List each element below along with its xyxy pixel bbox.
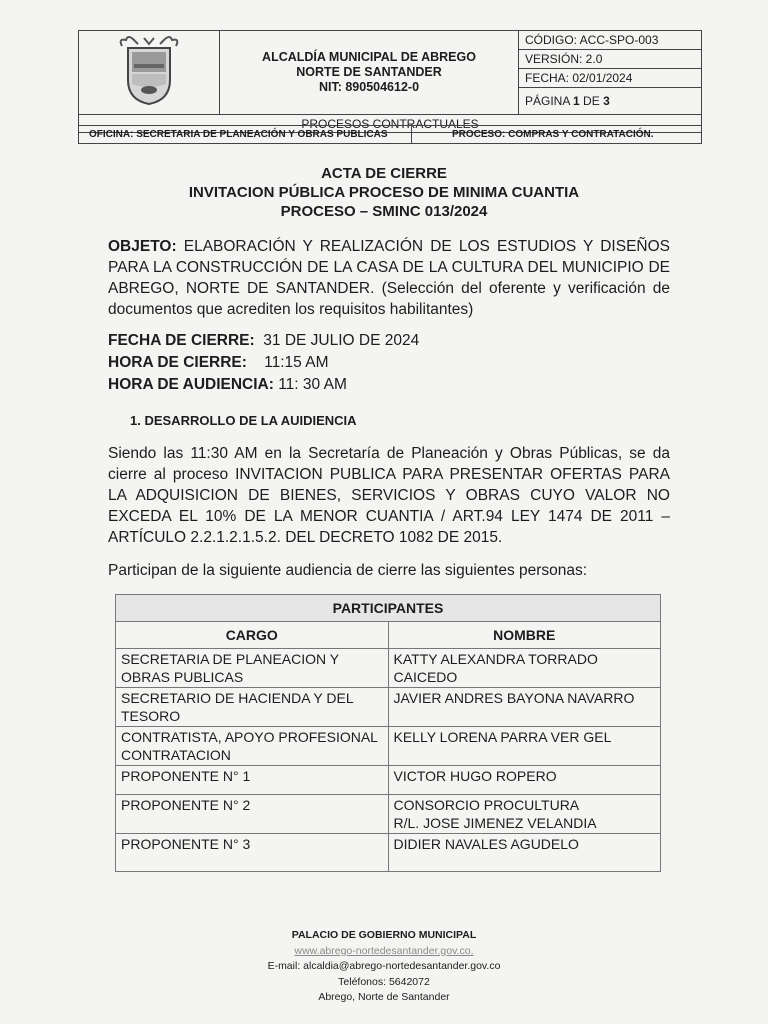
objeto-text: ELABORACIÓN Y REALIZACIÓN DE LOS ESTUDIOS Y DISEÑOS PARA LA CONSTRUCCIÓN DE LA CASA DE LA CULTURA DEL MUNICIPIO DE ABREGO, NORTE DE SANTANDER. (Selección del oferente y verificación de documentos que acrediten los requisitos habilitantes) — [108, 238, 670, 318]
table-row — [116, 766, 661, 795]
fecha-cierre-label: FECHA DE CIERRE: — [108, 332, 255, 349]
pagina-prefix: PÁGINA — [525, 94, 574, 108]
fecha-cierre-line — [108, 330, 419, 352]
oficina-label: OFICINA: SECRETARIA DE PLANEACIÓN Y OBRAS PUBLICAS — [79, 126, 412, 144]
meta-codigo: CÓDIGO: ACC-SPO-003 — [519, 31, 701, 50]
page-footer — [0, 928, 768, 1006]
office-row-table — [78, 125, 702, 144]
participants-caption: PARTICIPANTES — [116, 595, 661, 622]
fecha-cierre-value: 31 DE JULIO DE 2024 — [254, 332, 420, 349]
municipal-coat-of-arms-icon — [114, 34, 184, 106]
cargo-cell: CONTRATISTA, APOYO PROFESIONAL CONTRATACION — [116, 727, 389, 766]
objeto-label: OBJETO: — [108, 238, 177, 255]
cargo-cell: PROPONENTE N° 2 — [116, 795, 389, 834]
footer-website-link[interactable]: www.abrego-nortedesantander.gov.co. — [294, 944, 474, 957]
meta-pagina — [519, 88, 701, 114]
meta-fecha: FECHA: 02/01/2024 — [519, 69, 701, 88]
hora-audiencia-value: 11: 30 AM — [273, 376, 347, 393]
org-name: ALCALDÍA MUNICIPAL DE ABREGO — [262, 50, 476, 64]
org-region: NORTE DE SANTANDER — [296, 65, 442, 79]
objeto-paragraph — [108, 236, 670, 320]
nombre-cell: CONSORCIO PROCULTURA R/L. JOSE JIMENEZ VELANDIA — [388, 795, 661, 834]
table-row — [116, 649, 661, 688]
table-row — [116, 795, 661, 834]
nombre-cell: VICTOR HUGO ROPERO — [388, 766, 661, 795]
pagina-total: 3 — [603, 94, 610, 108]
participants-body — [116, 649, 661, 872]
section-title-desarrollo: 1. DESARROLLO DE LA AUIDIENCIA — [130, 413, 357, 428]
hora-cierre-value: 11:15 AM — [246, 354, 329, 371]
cargo-cell: PROPONENTE N° 1 — [116, 766, 389, 795]
document-header — [78, 30, 702, 133]
hora-audiencia-line — [108, 374, 419, 396]
title-acta: ACTA DE CIERRE — [321, 165, 447, 182]
cargo-cell: SECRETARIA DE PLANEACION Y OBRAS PUBLICAS — [116, 649, 389, 688]
desarrollo-paragraph: Siendo las 11:30 AM en la Secretaría de Planeación y Obras Públicas, se da cierre al proceso INVITACION PUBLICA PARA PRESENTAR OFERTAS PARA LA ADQUISICION DE BIENES, SERVICIOS Y OBRAS CUYO VALOR NO EXCEDA EL 10% DE LA MENOR CUANTIA / ART.94 LEY 1474 DE 2011 – ARTÍCULO 2.2.1.2.1.5.2. DEL DECRETO 1082 DE 2015. — [108, 445, 670, 546]
hora-cierre-line — [108, 352, 419, 374]
participants-table — [115, 594, 661, 872]
table-row — [116, 727, 661, 766]
nombre-cell: KATTY ALEXANDRA TORRADO CAICEDO — [388, 649, 661, 688]
nombre-cell: DIDIER NAVALES AGUDELO — [388, 834, 661, 872]
nombre-cell: JAVIER ANDRES BAYONA NAVARRO — [388, 688, 661, 727]
table-row — [116, 688, 661, 727]
org-nit: NIT: 890504612-0 — [318, 80, 420, 94]
footer-address: Abrego, Norte de Santander — [318, 991, 450, 1003]
nombre-cell: KELLY LORENA PARRA VER GEL — [388, 727, 661, 766]
title-proceso: PROCESO – SMINC 013/2024 — [280, 203, 488, 220]
document-meta — [519, 31, 702, 115]
table-row — [116, 834, 661, 872]
pagina-num: 1 — [573, 94, 580, 108]
logo-cell — [79, 31, 220, 115]
title-invitacion: INVITACION PÚBLICA PROCESO DE MINIMA CUANTIA — [188, 184, 580, 201]
meta-version: VERSIÓN: 2.0 — [519, 50, 701, 69]
participants-intro: Participan de la siguiente audiencia de cierre las siguientes personas: — [108, 562, 588, 579]
cargo-cell: PROPONENTE N° 3 — [116, 834, 389, 872]
hora-audiencia-label: HORA DE AUDIENCIA: — [108, 376, 274, 393]
procesos-contractuales: PROCESOS CONTRACTUALES — [79, 115, 702, 133]
proceso-label: PROCESO: COMPRAS Y CONTRATACIÓN. — [412, 126, 702, 144]
footer-phone: Teléfonos: 5642072 — [338, 975, 430, 988]
hora-cierre-label: HORA DE CIERRE: — [108, 354, 247, 371]
closing-details — [108, 330, 419, 396]
column-header-nombre: NOMBRE — [388, 622, 661, 649]
footer-email: E-mail: alcaldia@abrego-nortedesantander.gov.co — [267, 960, 501, 972]
footer-title: PALACIO DE GOBIERNO MUNICIPAL — [291, 929, 477, 941]
cargo-cell: SECRETARIO DE HACIENDA Y DEL TESORO — [116, 688, 389, 727]
pagina-mid: DE — [579, 94, 604, 108]
organization-block — [220, 31, 519, 115]
column-header-cargo: CARGO — [116, 622, 389, 649]
